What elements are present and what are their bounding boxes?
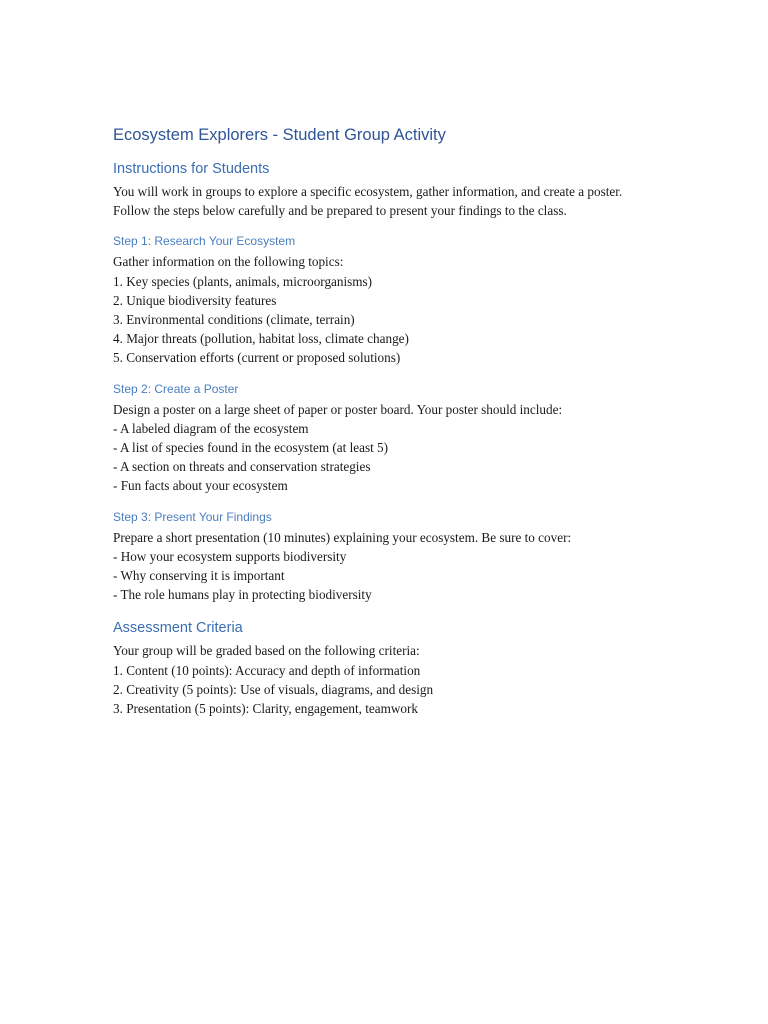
list-item: - Why conserving it is important [113,568,285,584]
step-2-heading: Step 2: Create a Poster [113,381,239,396]
step-2-intro: Design a poster on a large sheet of paper or poster board. Your poster should include: [113,401,563,417]
document-title: Ecosystem Explorers - Student Group Activity [113,126,446,144]
step-3-heading: Step 3: Present Your Findings [113,509,272,524]
assessment-content [113,641,643,718]
instructions-heading: Instructions for Students [113,161,270,177]
step-3-content [113,528,643,605]
list-item: - How your ecosystem supports biodiversity [113,548,347,564]
step-1-intro: Gather information on the following topics: [113,254,344,270]
list-item: - The role humans play in protecting biodiversity [113,587,372,603]
assessment-intro: Your group will be graded based on the following criteria: [113,643,420,659]
list-item: - A labeled diagram of the ecosystem [113,420,309,436]
list-item: 1. Key species (plants, animals, microorganisms) [113,273,373,289]
list-item: - A list of species found in the ecosystem (at least 5) [113,440,389,456]
assessment-heading: Assessment Criteria [113,620,243,637]
list-item: 1. Content (10 points): Accuracy and depth of information [113,662,421,678]
list-item: 5. Conservation efforts (current or proposed solutions) [113,350,401,366]
instructions-body: You will work in groups to explore a specific ecosystem, gather information, and create a poster. Follow the steps below carefully and be prepared to present your findings to the class. [113,184,623,219]
list-item: 4. Major threats (pollution, habitat loss, climate change) [113,331,409,347]
step-2-content [113,400,643,496]
list-item: - Fun facts about your ecosystem [113,478,288,494]
list-item: 3. Environmental conditions (climate, terrain) [113,312,355,328]
list-item: 3. Presentation (5 points): Clarity, engagement, teamwork [113,701,418,717]
step-1-content [113,252,643,367]
step-1-heading: Step 1: Research Your Ecosystem [113,234,296,249]
list-item: 2. Unique biodiversity features [113,292,277,308]
document-page [113,124,643,718]
list-item: 2. Creativity (5 points): Use of visuals, diagrams, and design [113,681,434,697]
step-3-intro: Prepare a short presentation (10 minutes) explaining your ecosystem. Be sure to cover: [113,529,572,545]
list-item: - A section on threats and conservation strategies [113,459,371,475]
